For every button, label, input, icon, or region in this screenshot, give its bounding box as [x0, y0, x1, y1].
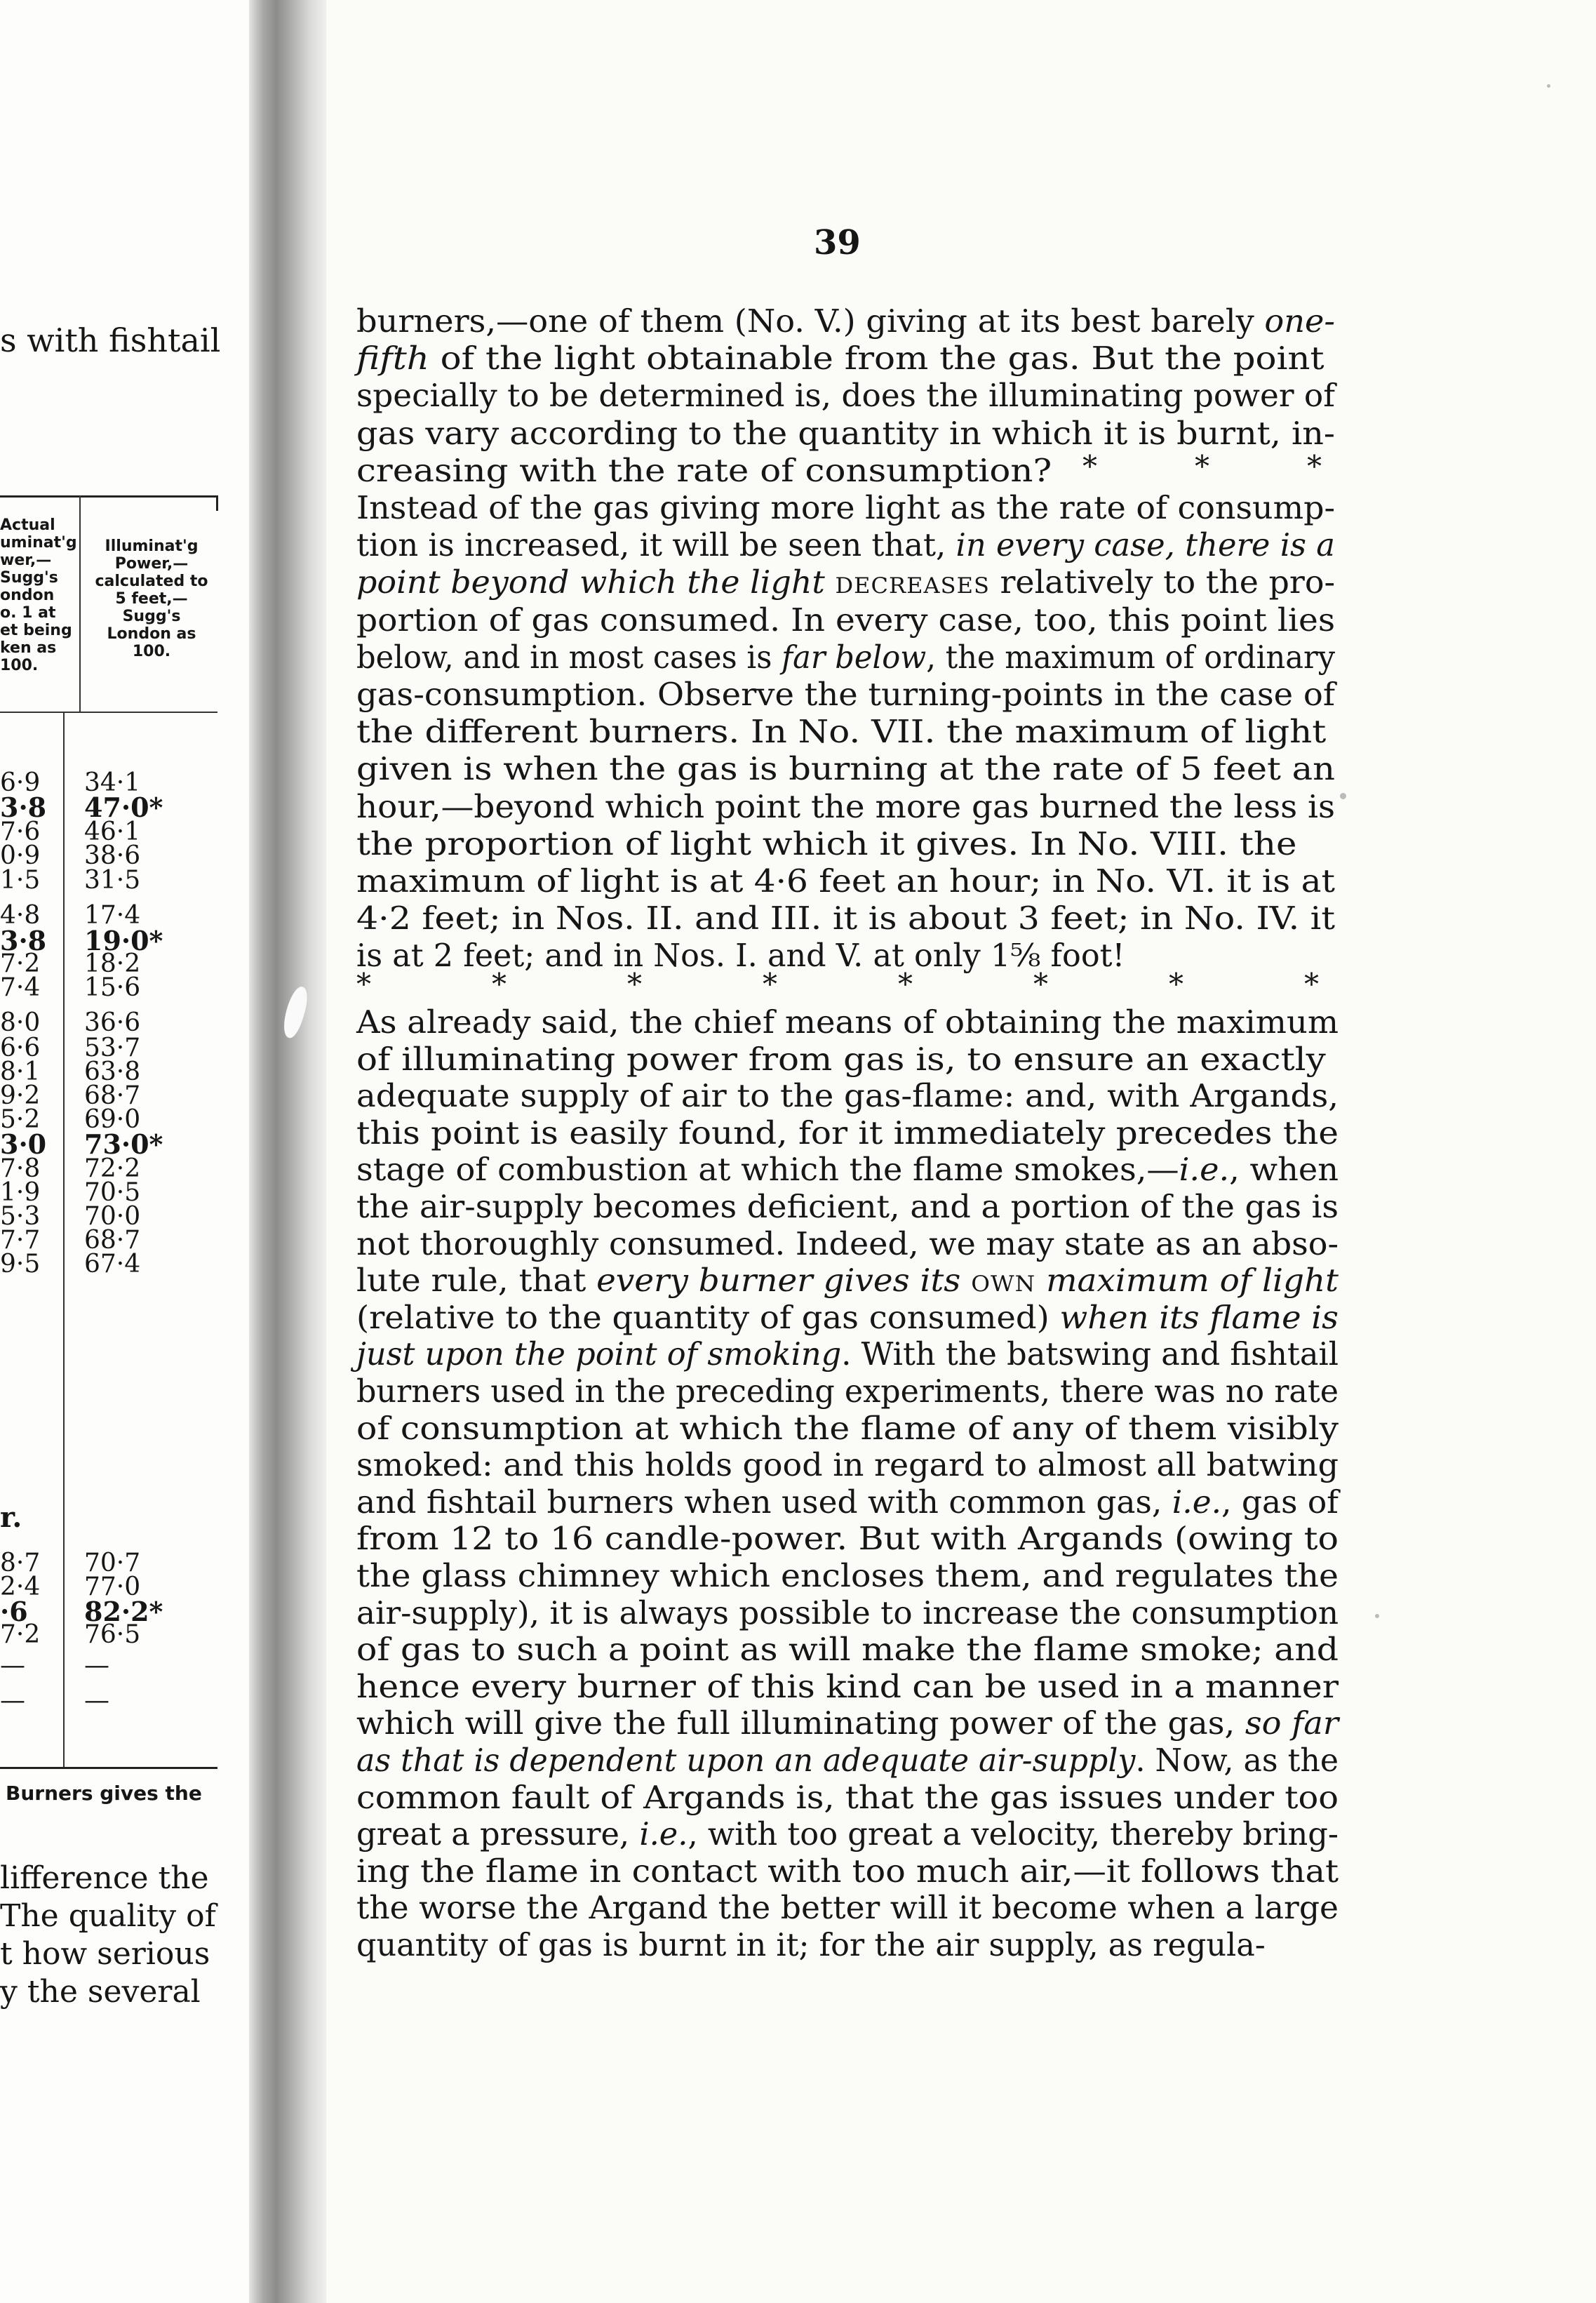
text-run: quantity of gas is burnt in it; for the air supply, as regula-	[356, 1928, 1266, 1963]
text-line	[356, 1930, 1266, 1962]
text-line	[356, 1337, 1339, 1373]
table-cell-calculated: 76·5	[84, 1620, 141, 1649]
table-header-divider	[79, 495, 81, 712]
text-line	[356, 602, 1335, 639]
paper-speck	[1340, 793, 1346, 799]
text-line	[356, 714, 1327, 751]
text-run: portion of gas consumed. In every case, too, this point lies	[356, 602, 1335, 639]
text-run: burners,—one of them (No. V.) giving at its best barely	[356, 304, 1265, 340]
text-run: as that is dependent upon an adequate air-supply	[356, 1743, 1136, 1779]
table-cell-calculated: 67·4	[84, 1250, 141, 1279]
table-right-rule	[216, 495, 218, 511]
text-line	[356, 1041, 1326, 1078]
asterisk: *	[898, 967, 913, 1001]
asterisk: *	[1169, 967, 1183, 1001]
text-line	[356, 490, 1335, 526]
text-run: . Now, as the	[1135, 1743, 1339, 1779]
table-cell-calculated: 17·4	[84, 901, 141, 930]
header-line: Power,—	[114, 555, 189, 573]
text-line	[356, 754, 1335, 786]
text-run: maximum of light	[1035, 1263, 1339, 1300]
text-line	[356, 1152, 1339, 1189]
text-run: maximum of light is at 4·6 feet an hour; in No. VI. it is at	[356, 864, 1335, 900]
table-cell-actual: 8·0	[0, 1008, 41, 1037]
asterisk: *	[1307, 449, 1322, 483]
table-cell-calculated: 72·2	[84, 1154, 141, 1183]
text-run: this point is easily found, for it immediately precedes the	[356, 1115, 1339, 1152]
text-line	[356, 1853, 1339, 1890]
paper-speck	[1547, 84, 1550, 88]
table-cell-actual: 6·6	[0, 1034, 41, 1062]
text-run: , gas of	[1221, 1484, 1339, 1521]
text-run: , when	[1229, 1152, 1339, 1189]
text-run: Instead of the gas giving more light as the rate of consump-	[356, 490, 1335, 526]
text-run: common fault of Argands is, that the gas issues under too	[356, 1780, 1339, 1816]
text-line	[356, 639, 1335, 676]
text-run: is at 2 feet; and in Nos. I. and V. at only 1⅝ foot!	[356, 938, 1125, 975]
header-line: 100.	[0, 657, 39, 674]
header-line: wer,—	[0, 552, 52, 569]
table-cell-calculated: 19·0*	[84, 925, 163, 956]
text-line	[356, 1890, 1339, 1927]
text-run: air-supply), it is always possible to increase the consumption	[356, 1595, 1339, 1631]
text-line	[356, 1226, 1339, 1262]
text-run: hour,—beyond which point the more gas burned the less is	[356, 789, 1335, 825]
text-run: of the light obtainable from the gas. But the point	[429, 341, 1325, 378]
table-cell-calculated: 47·0*	[84, 792, 163, 823]
table-cell-actual: 2·4	[0, 1573, 41, 1601]
text-line	[356, 1410, 1339, 1447]
asterisk: *	[1033, 967, 1048, 1001]
table-cell-calculated: 53·7	[84, 1034, 141, 1062]
text-run: far below	[782, 639, 927, 676]
table-cell-calculated: 69·0	[84, 1105, 141, 1134]
text-run: which will give the full illuminating power of the gas,	[356, 1706, 1245, 1742]
table-cell-actual: 7·2	[0, 1620, 41, 1649]
header-line: 5 feet,—	[115, 590, 188, 608]
table-section-marker: r.	[0, 1501, 22, 1534]
table-cell-actual: 7·4	[0, 973, 41, 1002]
table-column-divider	[63, 712, 65, 1767]
text-run: great a pressure,	[356, 1817, 640, 1853]
text-line	[356, 1115, 1339, 1152]
text-line	[356, 1521, 1339, 1558]
text-run: and fishtail burners when used with common gas,	[356, 1484, 1172, 1521]
text-run: hence every burner of this kind can be used in a manner	[356, 1669, 1339, 1705]
header-line: o. 1 at	[0, 604, 56, 622]
table-bottom-rule	[0, 1767, 217, 1769]
table-header-calculated	[81, 538, 222, 660]
text-run: the glass chimney which encloses them, and regulates the	[356, 1558, 1339, 1594]
text-line	[356, 415, 1335, 452]
table-cell-calculated: 15·6	[84, 973, 141, 1002]
table-cell-actual: 3·8	[0, 925, 47, 956]
table-cell-actual: ·6	[0, 1596, 28, 1627]
text-line	[356, 1595, 1339, 1631]
header-line: et being	[0, 622, 72, 639]
text-run: of illuminating power from gas is, to ensure an exactly	[356, 1041, 1326, 1078]
text-line	[356, 901, 1336, 937]
text-run: given is when the gas is burning at the rate of 5 feet an	[356, 752, 1335, 788]
text-line	[356, 1817, 1339, 1853]
text-line	[356, 1706, 1339, 1742]
text-line	[356, 789, 1335, 825]
text-run: stage of combustion at which the flame smokes,—	[356, 1152, 1179, 1189]
text-run: decreases	[835, 565, 990, 601]
text-line	[356, 1450, 1339, 1482]
table-cell-calculated: 70·7	[84, 1549, 141, 1577]
text-run: the proportion of light which it gives. In No. VIII. the	[356, 826, 1297, 862]
asterisk: *	[356, 967, 371, 1001]
header-line: ken as	[0, 639, 57, 657]
table-cell-calculated: 31·5	[84, 866, 141, 895]
text-line	[356, 677, 1336, 713]
header-line: Actual	[0, 516, 55, 534]
text-run: every burner gives its	[596, 1263, 972, 1300]
text-run: so far	[1245, 1706, 1339, 1742]
facing-page-footnote: Burners gives the	[6, 1782, 202, 1805]
table-cell-calculated: 73·0*	[84, 1128, 163, 1160]
table-cell-calculated: 38·6	[84, 841, 141, 870]
table-cell-calculated: 68·7	[84, 1226, 141, 1255]
text-run: , with too great a velocity, thereby bring-	[688, 1817, 1339, 1853]
text-run: of gas to such a point as will make the flame smoke; and	[356, 1632, 1339, 1669]
table-cell-calculated: 34·1	[84, 768, 141, 797]
page-number: 39	[814, 223, 861, 262]
text-run: fifth	[356, 341, 429, 378]
facing-page-bottom-text	[0, 1860, 216, 2011]
text-line	[356, 1300, 1339, 1336]
text-run: the air-supply becomes deficient, and a portion of the gas is	[356, 1189, 1339, 1225]
text-line	[356, 1743, 1339, 1779]
table-cell-actual: 7·2	[0, 949, 41, 978]
table-cell-actual: —	[0, 1686, 25, 1715]
asterisk: *	[1195, 449, 1209, 483]
table-cell-calculated: —	[84, 1686, 109, 1715]
text-run: just upon the point of smoking	[356, 1337, 842, 1373]
facing-page	[0, 0, 249, 2303]
text-run: when its flame is	[1059, 1300, 1339, 1336]
header-line: London as	[107, 625, 196, 643]
text-line	[356, 826, 1297, 862]
text-line	[356, 1005, 1339, 1041]
text-run: i.e.	[1179, 1152, 1230, 1189]
text-run: specially to be determined is, does the illuminating power of	[356, 378, 1335, 415]
text-run: burners used in the preceding experiments, there was no rate	[356, 1374, 1339, 1410]
table-cell-actual: 8·1	[0, 1057, 41, 1086]
asterisk: *	[1304, 967, 1319, 1001]
asterisk: *	[763, 967, 777, 1001]
text-line	[356, 1189, 1339, 1225]
text-run: 4·2 feet; in Nos. II. and III. it is about 3 feet; in No. IV. it	[356, 901, 1336, 937]
table-cell-actual: —	[0, 1651, 25, 1680]
text-run: gas vary according to the quantity in which it is burnt, in-	[356, 415, 1335, 452]
text-run: relatively to the pro-	[989, 565, 1335, 601]
text-line	[356, 864, 1335, 900]
table-cell-actual: 7·6	[0, 817, 41, 846]
table-cell-actual: 3·0	[0, 1128, 47, 1160]
text-line	[356, 565, 1335, 601]
table-cell-calculated: —	[84, 1651, 109, 1680]
text-run: one-	[1264, 304, 1335, 340]
text-run: not thoroughly consumed. Indeed, we may state as an abso-	[356, 1226, 1339, 1262]
facing-page-heading-fragment: s with fishtail	[0, 321, 221, 359]
text-run: i.e.	[639, 1817, 688, 1853]
table-cell-actual: 7·7	[0, 1226, 41, 1255]
facing-page-line: y the several	[0, 1974, 201, 2010]
text-run: ing the flame in contact with too much air,—it follows that	[356, 1853, 1339, 1890]
table-cell-actual: 1·5	[0, 866, 41, 895]
table-cell-calculated: 63·8	[84, 1057, 141, 1086]
table-header-rule	[0, 712, 217, 713]
text-run: adequate supply of air to the gas-flame: and, with Argands,	[356, 1079, 1339, 1115]
text-run: tion is increased, it will be seen that,	[356, 528, 956, 564]
header-line: Sugg's	[122, 608, 181, 625]
table-cell-calculated: 82·2*	[84, 1596, 163, 1627]
header-line: Sugg's	[0, 569, 58, 587]
text-run: the worse the Argand the better will it become when a large	[356, 1890, 1339, 1927]
table-cell-actual: 9·2	[0, 1081, 41, 1110]
table-cell-actual: 5·2	[0, 1105, 41, 1134]
table-cell-actual: 6·9	[0, 768, 41, 797]
text-run: below, and in most cases is	[356, 639, 782, 676]
text-line	[356, 1669, 1339, 1705]
table-cell-actual: 7·8	[0, 1154, 41, 1183]
text-run: from 12 to 16 candle-power. But with Argands (owing to	[356, 1521, 1339, 1558]
table-cell-actual: 8·7	[0, 1549, 41, 1577]
text-line	[356, 1484, 1339, 1521]
text-run: creasing with the rate of consumption?	[356, 453, 1052, 489]
table-cell-actual: 4·8	[0, 901, 41, 930]
asterisk: *	[1082, 449, 1097, 483]
text-line	[356, 453, 1052, 489]
paper-speck	[1375, 1614, 1379, 1618]
text-run: , the maximum of ordinary	[926, 639, 1335, 676]
text-run: of consumption at which the flame of any of them visibly	[356, 1410, 1339, 1447]
table-cell-actual: 0·9	[0, 841, 41, 870]
table-cell-calculated: 77·0	[84, 1573, 141, 1601]
text-line	[356, 1632, 1339, 1669]
table-cell-calculated: 68·7	[84, 1081, 141, 1110]
book-gutter	[249, 0, 326, 2303]
text-line	[356, 1780, 1339, 1816]
text-line	[356, 1558, 1339, 1594]
facing-page-line: The quality of	[0, 1898, 216, 1934]
text-line	[356, 1374, 1339, 1410]
facing-page-line: t how serious	[0, 1936, 210, 1972]
text-run: point beyond which the light	[356, 565, 836, 601]
table-top-rule	[0, 495, 217, 498]
text-run: the different burners. In No. VII. the maximum of light	[356, 714, 1327, 751]
header-line: calculated to	[95, 573, 208, 590]
header-line: ondon	[0, 587, 55, 604]
text-run: (relative to the quantity of gas consumed)	[356, 1300, 1060, 1336]
table-cell-calculated: 70·5	[84, 1178, 141, 1207]
text-run: i.e.	[1172, 1484, 1222, 1521]
table-header-actual	[0, 516, 77, 674]
text-run: lute rule, that	[356, 1263, 597, 1300]
table-cell-actual: 9·5	[0, 1250, 41, 1279]
text-run: . With the batswing and fishtail	[841, 1337, 1339, 1373]
asterisk: *	[627, 967, 642, 1001]
text-line	[356, 530, 1335, 562]
table-cell-calculated: 70·0	[84, 1202, 141, 1231]
text-line	[356, 378, 1335, 415]
text-line	[356, 341, 1325, 378]
text-run: own	[971, 1263, 1036, 1300]
table-cell-actual: 3·8	[0, 792, 47, 823]
table-cell-calculated: 46·1	[84, 817, 141, 846]
text-line	[356, 1081, 1339, 1113]
asterisk: *	[492, 967, 507, 1001]
header-line: uminat'g	[0, 534, 77, 552]
text-line	[356, 1263, 1339, 1300]
table-cell-calculated: 18·2	[84, 949, 141, 978]
text-run: As already said, the chief means of obtaining the maximum	[356, 1005, 1339, 1041]
table-cell-actual: 5·3	[0, 1202, 41, 1231]
header-line: 100.	[132, 643, 171, 660]
text-run: in every case, there is a	[955, 528, 1335, 564]
header-line: Illuminat'g	[105, 538, 199, 555]
table-cell-actual: 1·9	[0, 1178, 41, 1207]
text-run: smoked: and this holds good in regard to almost all batwing	[356, 1448, 1339, 1484]
table-cell-calculated: 36·6	[84, 1008, 141, 1037]
text-line	[356, 938, 1125, 975]
text-line	[356, 304, 1335, 340]
facing-page-line: lifference the	[0, 1860, 209, 1896]
text-run: gas-consumption. Observe the turning-points in the case of	[356, 677, 1336, 713]
facing-page-table	[0, 495, 219, 1773]
